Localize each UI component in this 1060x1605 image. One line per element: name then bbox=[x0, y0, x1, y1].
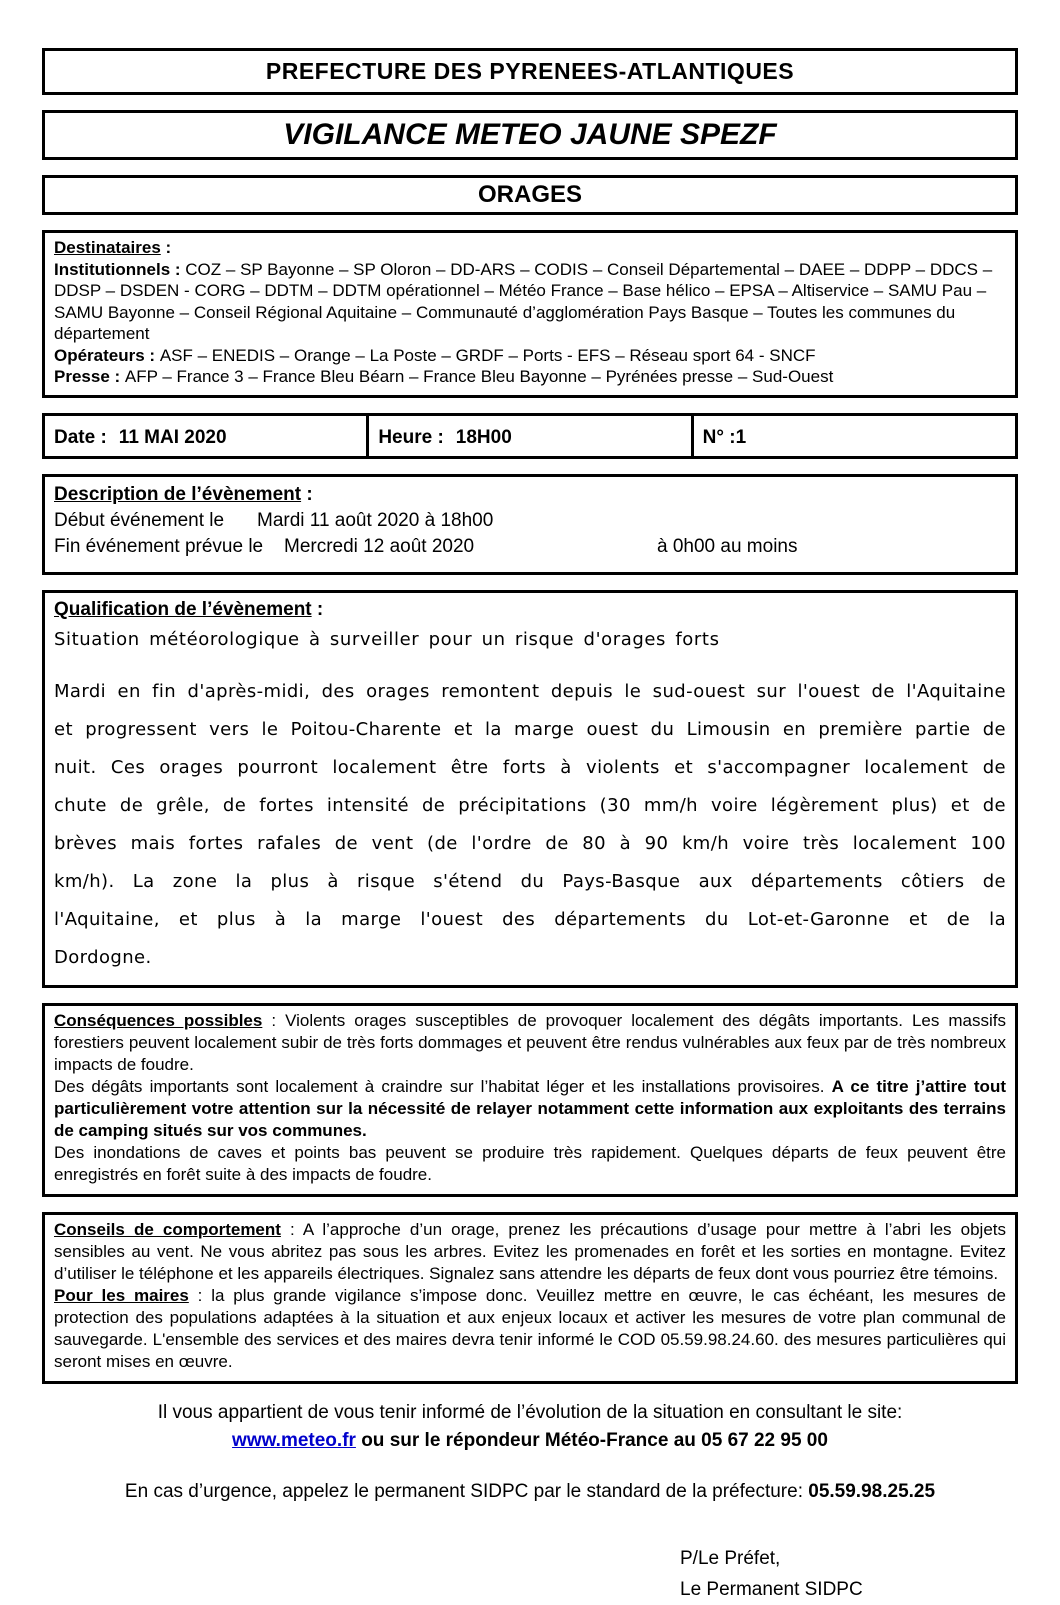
consequences-paragraph-2 bbox=[54, 1076, 1006, 1142]
maires-paragraph bbox=[54, 1285, 1006, 1373]
event-end-extra: à 0h00 au moins bbox=[657, 535, 798, 557]
conseils-box bbox=[42, 1212, 1018, 1384]
consequences-p2-bold: A ce titre j’attire tout particulièrement votre attention sur la nécessité de relayer notamment cette information aux exploitants des terrains de camping situés sur vos communes. bbox=[54, 1076, 1006, 1140]
destinataires-box bbox=[42, 230, 1018, 398]
urgence-line bbox=[42, 1481, 1018, 1503]
event-end-label: Fin événement prévue le bbox=[54, 535, 264, 557]
description-box bbox=[42, 474, 1018, 575]
event-start-label: Début événement le bbox=[54, 509, 225, 531]
consequences-box bbox=[42, 1003, 1018, 1197]
footer-link-line bbox=[42, 1427, 1018, 1455]
institutionnels-label: Institutionnels : bbox=[54, 259, 186, 279]
signature-block bbox=[680, 1543, 1018, 1605]
urgence-text: En cas d’urgence, appelez le permanent SIDPC par le standard de la préfecture: bbox=[124, 1480, 809, 1502]
event-start-line bbox=[54, 508, 1006, 534]
qualification-heading bbox=[54, 599, 1006, 621]
prefecture-title: PREFECTURE DES PYRENEES-ATLANTIQUES bbox=[265, 58, 795, 84]
institutionnels-line bbox=[54, 259, 1006, 345]
destinataires-label: Destinataires bbox=[54, 238, 161, 257]
consequences-paragraph-1 bbox=[54, 1010, 1006, 1076]
numero-cell bbox=[691, 416, 1015, 456]
qualification-label: Qualification de l’évènement bbox=[54, 598, 312, 620]
event-type-box bbox=[42, 175, 1018, 215]
description-label: Description de l’évènement bbox=[54, 483, 302, 505]
description-label-colon: : bbox=[301, 483, 313, 505]
consequences-p2-normal: Des dégâts importants sont localement à craindre sur l’habitat léger et les installations provisoires. bbox=[54, 1076, 832, 1096]
date-value: 11 MAI 2020 bbox=[118, 426, 227, 448]
destinataires-label-colon: : bbox=[160, 238, 172, 257]
vigilance-title-box bbox=[42, 110, 1018, 160]
institutionnels-text: COZ – SP Bayonne – SP Oloron – DD-ARS – CODIS – Conseil Départemental – DAEE – DDPP – DDCS – DDSP – DSDEN - CORG – DDTM – DDTM opérationnel – Météo France – Base hélico – EPSA – Altiservice – SAMU Pau – SAMU Bayonne – Conseil Régional Aquitaine – Communauté d’agglomération Pays Basque – Toutes les communes du département bbox=[54, 259, 993, 343]
meta-table bbox=[42, 413, 1018, 459]
operateurs-line bbox=[54, 345, 1006, 367]
destinataires-heading bbox=[54, 237, 1006, 259]
footer-info-line: Il vous appartient de vous tenir informé de l’évolution de la situation en consultant le site: bbox=[157, 1401, 903, 1423]
event-type-title: ORAGES bbox=[477, 181, 582, 208]
vigilance-title: VIGILANCE METEO JAUNE SPEZF bbox=[283, 118, 777, 151]
operateurs-text: ASF – ENEDIS – Orange – La Poste – GRDF – Ports - EFS – Réseau sport 64 - SNCF bbox=[159, 345, 816, 365]
operateurs-label: Opérateurs : bbox=[54, 345, 160, 365]
prefecture-header-box bbox=[42, 48, 1018, 95]
meteo-france-link[interactable]: www.meteo.fr bbox=[232, 1429, 356, 1451]
numero-label: N° : bbox=[702, 426, 736, 448]
signature-line-1: P/Le Préfet, bbox=[680, 1547, 781, 1569]
consequences-label: Conséquences possibles bbox=[54, 1010, 263, 1030]
signature-line-2: Le Permanent SIDPC bbox=[680, 1578, 863, 1600]
qualification-intro: Situation météorologique à surveiller pour un risque d'orages forts bbox=[54, 628, 720, 650]
maires-text: : la plus grande vigilance s’impose donc. Veuillez mettre en œuvre, le cas échéant, les mesures de protection des populations adaptées à la situation et aux enjeux locaux et activer les mesures de votre plan communal de sauvegarde. L'ensemble des services et des maires devra tenir informé le COD 05.59.98.24.60. des mesures particulières qui seront mises en œuvre. bbox=[54, 1285, 1006, 1371]
footer-info bbox=[42, 1399, 1018, 1455]
qualification-label-colon: : bbox=[311, 598, 324, 620]
conseils-paragraph-1 bbox=[54, 1219, 1006, 1285]
qualification-body: Mardi en fin d'après-midi, des orages remontent depuis le sud-ouest sur l'ouest de l'Aquitaine et progressent vers le Poitou-Charente et la marge ouest du Limousin en première partie de nuit. Ces orages pourront localement être forts à violents et s'accompagner localement de chute de grêle, de fortes intensité de précipitations (30 mm/h voire légèrement plus) et de brèves mais fortes rafales de vent (de l'ordre de 80 à 90 km/h voire très localement 100 km/h). La zone la plus à risque s'étend du Pays-Basque aux départements côtiers de l'Aquitaine, et plus à la marge l'ouest des départements du Lot-et-Garonne et de la Dordogne. bbox=[54, 680, 1006, 968]
heure-value: 18H00 bbox=[455, 426, 512, 448]
event-end-value: Mercredi 12 août 2020 bbox=[284, 535, 475, 557]
urgence-phone-number: 05.59.98.25.25 bbox=[808, 1480, 936, 1502]
conseils-p1-text: : A l’approche d’un orage, prenez les précautions d’usage pour mettre à l’abri les objets sensibles au vent. Ne vous abritez pas sous les arbres. Evitez les promenades en forêt et les sorties en montagne. Evitez d’utiliser le téléphone et les appareils électriques. Signalez sans attendre les départs de feux dont vous pourriez être témoins. bbox=[54, 1219, 1006, 1283]
event-start-value: Mardi 11 août 2020 à 18h00 bbox=[257, 509, 494, 531]
conseils-label: Conseils de comportement bbox=[54, 1219, 281, 1239]
consequences-paragraph-3: Des inondations de caves et points bas peuvent se produire très rapidement. Quelques départs de feux peuvent être enregistrés en forêt suite à des impacts de foudre. bbox=[54, 1142, 1006, 1184]
consequences-p1-text: : Violents orages susceptibles de provoquer localement des dégâts importants. Les massifs forestiers peuvent localement subir de très forts dommages et peuvent être rendus vulnérables aux feux par de très nombreux impacts de foudre. bbox=[54, 1010, 1006, 1074]
date-cell bbox=[45, 416, 366, 456]
qualification-box bbox=[42, 590, 1018, 988]
maires-label: Pour les maires bbox=[54, 1285, 189, 1305]
presse-line bbox=[54, 366, 1006, 388]
presse-label: Presse : bbox=[54, 367, 125, 386]
date-label: Date : bbox=[54, 426, 107, 448]
event-end-line bbox=[54, 534, 1006, 560]
description-heading bbox=[54, 482, 1006, 508]
footer-link-rest: ou sur le répondeur Météo-France au 05 67 22 95 00 bbox=[355, 1429, 828, 1451]
heure-cell bbox=[366, 416, 690, 456]
numero-value: 1 bbox=[735, 426, 747, 448]
heure-label: Heure : bbox=[378, 426, 444, 448]
presse-text: AFP – France 3 – France Bleu Béarn – France Bleu Bayonne – Pyrénées presse – Sud-Ouest bbox=[124, 367, 834, 386]
